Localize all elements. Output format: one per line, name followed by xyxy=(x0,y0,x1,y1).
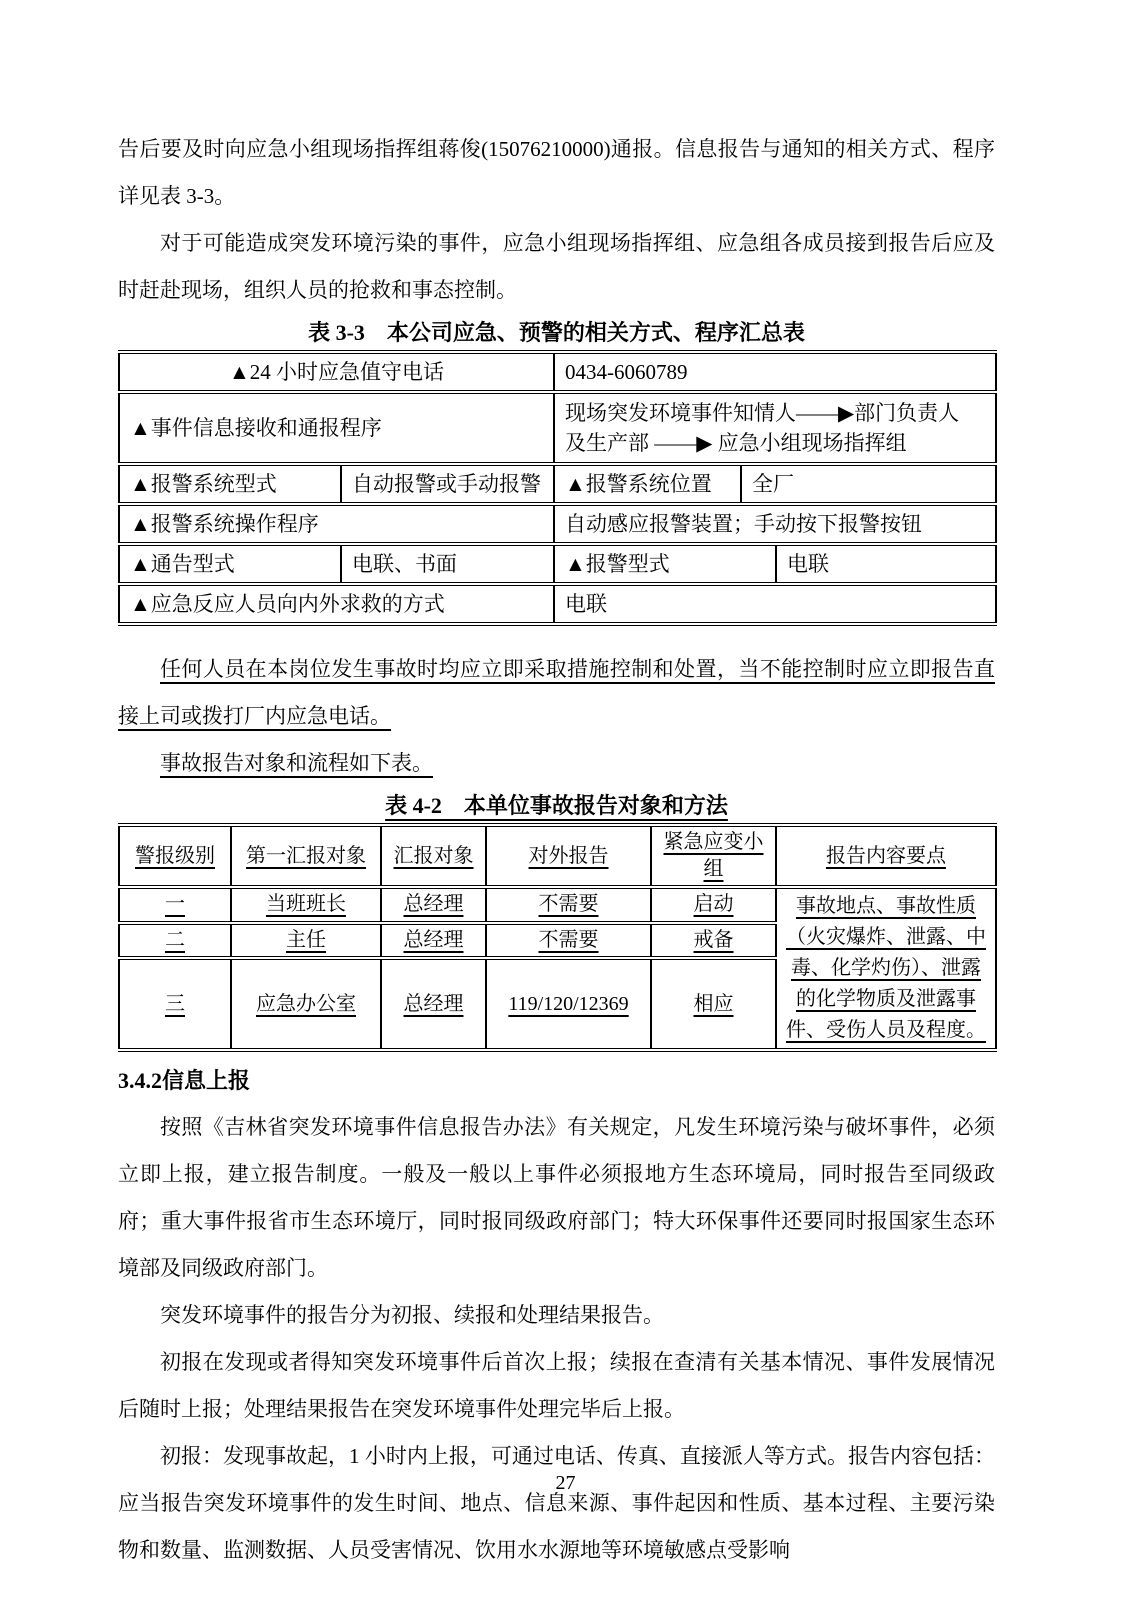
section-heading-3-4-2: 3.4.2信息上报 xyxy=(118,1068,251,1093)
table-row-level-1 xyxy=(119,887,996,923)
intro-section xyxy=(118,126,995,314)
level-cell: 三 xyxy=(119,958,231,1050)
notice-section xyxy=(118,646,995,787)
alarm-procedure-label: ▲报警系统操作程序 xyxy=(119,504,554,544)
report-to-cell: 总经理 xyxy=(381,923,486,959)
table-4-2 xyxy=(118,823,997,1052)
page-number: 27 xyxy=(555,1472,576,1494)
underlined-duty-text: 任何人员在本岗位发生事故时均应立即采取措施控制和处置，当不能控制时应立即报告直接上司或拨打厂内应急电话。 xyxy=(118,657,995,728)
report-to-cell: 总经理 xyxy=(381,958,486,1050)
section-3-4-2-body xyxy=(118,1104,995,1574)
flow-line-1: 现场突发环境事件知情人——▶部门负责人 xyxy=(565,401,960,425)
first-report-cell: 应急办公室 xyxy=(231,958,381,1050)
paragraph-report-timing: 初报在发现或者得知突发环境事件后首次上报；续报在查清有关基本情况、事件发展情况后随时上报；处理结果报告在突发环境事件处理完毕后上报。 xyxy=(118,1350,995,1421)
table-header-row xyxy=(119,825,996,887)
header-emergency-team: 紧急应变小组 xyxy=(651,825,776,887)
report-to-cell: 总经理 xyxy=(381,887,486,923)
alarm-location-label: ▲报警系统位置 xyxy=(554,464,741,504)
first-report-cell: 当班班长 xyxy=(231,887,381,923)
rescue-method-label: ▲应急反应人员向内外求救的方式 xyxy=(119,584,554,624)
external-report-cell: 119/120/12369 xyxy=(486,958,651,1050)
content-points-cell: 事故地点、事故性质（火灾爆炸、泄露、中毒、化学灼伤）、泄露的化学物质及泄露事件、受伤人员及程度。 xyxy=(776,887,996,1050)
paragraph-reporting-rules: 按照《吉林省突发环境事件信息报告办法》有关规定，凡发生环境污染与破坏事件，必须立即上报，建立报告制度。一般及一般以上事件必须报地方生态环境局，同时报告至同级政府；重大事件报省市生态环境厅，同时报同级政府部门；特大环保事件还要同时报国家生态环境部及同级政府部门。 xyxy=(118,1115,995,1280)
hotline-number: 0434-6060789 xyxy=(554,352,996,392)
table-row xyxy=(119,504,996,544)
header-report-to: 汇报对象 xyxy=(381,825,486,887)
table-row xyxy=(119,464,996,504)
alarm-location-value: 全厂 xyxy=(741,464,996,504)
header-external-report: 对外报告 xyxy=(486,825,651,887)
paragraph-initial-report: 初报：发现事故起，1 小时内上报，可通过电话、传真、直接派人等方式。报告内容包括：应当报告突发环境事件的发生时间、地点、信息来源、事件起因和性质、基本过程、主要污染物和数量、监测数据、人员受害情况、饮用水水源地等环境敏感点受影响 xyxy=(118,1444,995,1562)
header-first-report: 第一汇报对象 xyxy=(231,825,381,887)
table-4-2-title-text: 表 4-2 本单位事故报告对象和方法 xyxy=(385,793,728,818)
rescue-method-value: 电联 xyxy=(554,584,996,624)
paragraph-report-flow xyxy=(118,740,995,787)
paragraph-response-duty: 对于可能造成突发环境污染的事件，应急小组现场指挥组、应急组各成员接到报告后应及时赶赴现场，组织人员的抢救和事态控制。 xyxy=(118,231,995,302)
alarm-type-value: 自动报警或手动报警 xyxy=(341,464,554,504)
paragraph-report-types: 突发环境事件的报告分为初报、续报和处理结果报告。 xyxy=(160,1303,664,1327)
table-row xyxy=(119,352,996,392)
flow-line-2: 及生产部 ——▶ 应急小组现场指挥组 xyxy=(565,431,907,455)
notice-form-value: 电联、书面 xyxy=(341,544,554,584)
notify-procedure-label: ▲事件信息接收和通报程序 xyxy=(119,392,554,464)
table-4-2-title xyxy=(118,791,995,821)
underlined-flow-text: 事故报告对象和流程如下表。 xyxy=(160,751,433,775)
team-action-cell: 启动 xyxy=(651,887,776,923)
table-row xyxy=(119,392,996,464)
header-content-points: 报告内容要点 xyxy=(776,825,996,887)
header-alert-level: 警报级别 xyxy=(119,825,231,887)
warning-form-label: ▲报警型式 xyxy=(554,544,776,584)
team-action-cell: 戒备 xyxy=(651,923,776,959)
paragraph-duty-notice xyxy=(118,646,995,740)
table-3-3 xyxy=(118,350,997,626)
level-cell: 二 xyxy=(119,923,231,959)
hotline-label: ▲24 小时应急值守电话 xyxy=(119,352,554,392)
table-row xyxy=(119,584,996,624)
team-action-cell: 相应 xyxy=(651,958,776,1050)
external-report-cell: 不需要 xyxy=(486,887,651,923)
alarm-type-label: ▲报警系统型式 xyxy=(119,464,341,504)
paragraph-continuation: 告后要及时向应急小组现场指挥组蒋俊(15076210000)通报。信息报告与通知的相关方式、程序详见表 3-3。 xyxy=(118,137,995,208)
warning-form-value: 电联 xyxy=(776,544,996,584)
level-cell: 一 xyxy=(119,887,231,923)
table-row xyxy=(119,544,996,584)
document-page xyxy=(118,126,995,1574)
table-3-3-title: 表 3-3 本公司应急、预警的相关方式、程序汇总表 xyxy=(308,320,805,345)
first-report-cell: 主任 xyxy=(231,923,381,959)
alarm-procedure-value: 自动感应报警装置；手动按下报警按钮 xyxy=(554,504,996,544)
external-report-cell: 不需要 xyxy=(486,923,651,959)
notify-procedure-flow xyxy=(554,392,996,464)
notice-form-label: ▲通告型式 xyxy=(119,544,341,584)
